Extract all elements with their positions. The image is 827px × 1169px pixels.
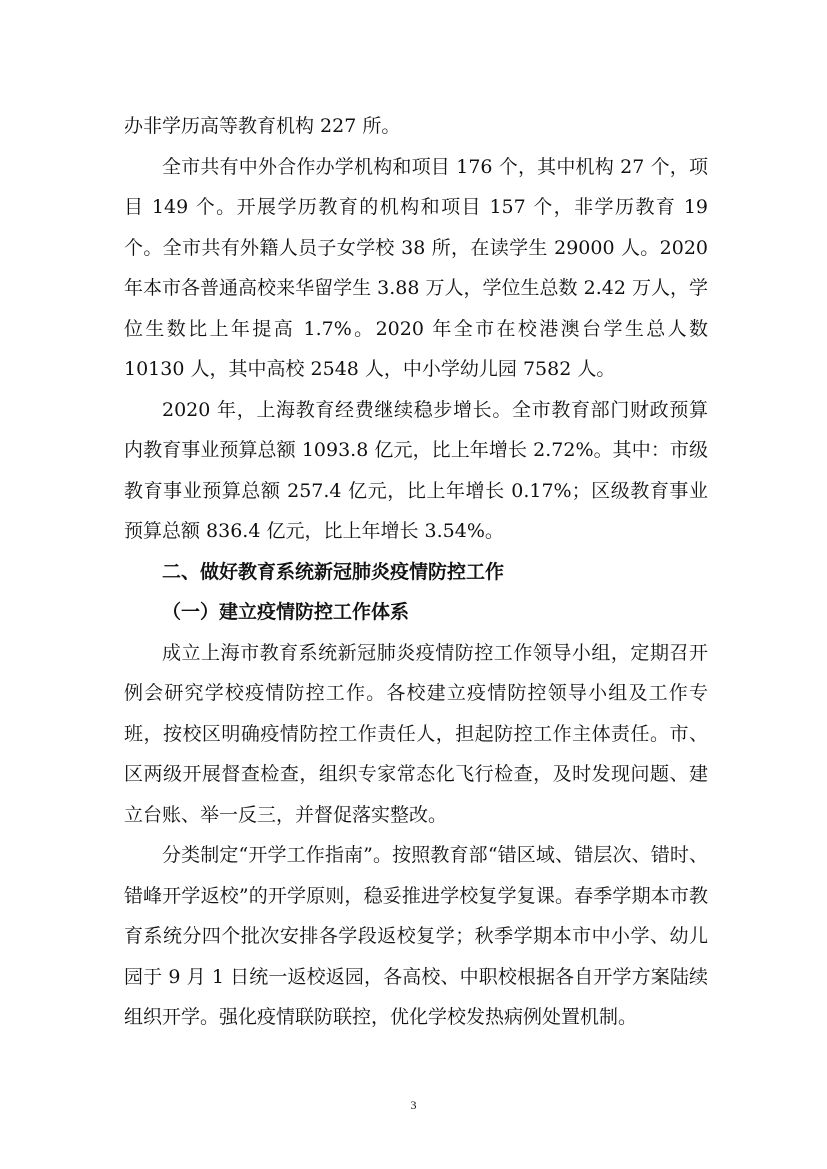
section-heading: 二、做好教育系统新冠肺炎疫情防控工作 — [162, 560, 505, 583]
paragraph-1: 办非学历高等教育机构 227 所。 — [124, 115, 401, 137]
paragraph-4: 成立上海市教育系统新冠肺炎疫情防控工作领导小组，定期召开例会研究学校疫情防控工作。各校建立疫情防控领导小组及工作专班，按校区明确疫情防控工作责任人，担起防控工作主体责任。市、区两级开展督查检查，组织专家常态化飞行检查，及时发现问题、建立台账、举一反三，并督促落实整改。 — [124, 641, 708, 826]
page-number: 3 — [410, 1098, 417, 1112]
subsection-heading: （一）建立疫情防控工作体系 — [162, 601, 410, 623]
body-text — [124, 106, 708, 1038]
paragraph-3: 2020 年，上海教育经费继续稳步增长。全市教育部门财政预算内教育事业预算总额 1093.8 亿元，比上年增长 2.72%。其中：市级教育事业预算总额 257.4 亿元，比上年增长 0.17%；区级教育事业预算总额 836.4 亿元，比上年增长 3.54%。 — [124, 398, 708, 542]
paragraph-2: 全市共有中外合作办学机构和项目 176 个，其中机构 27 个，项目 149 个。开展学历教育的机构和项目 157 个，非学历教育 19 个。全市共有外籍人员子女学校 38 所，在读学生 29000 人。2020 年本市各普通高校来华留学生 3.88 万人，学位生总数 2.42 万人，学位生数比上年提高 1.7%。2020 年全市在校港澳台学生总人数 10130 人，其中高校 2548 人，中小学幼儿园 7582 人。 — [124, 155, 708, 380]
paragraph-5: 分类制定“开学工作指南”。按照教育部“错区域、错层次、错时、错峰开学返校”的开学原则，稳妥推进学校复学复课。春季学期本市教育系统分四个批次安排各学段返校复学；秋季学期本市中小学、幼儿园于 9 月 1 日统一返校返园，各高校、中职校根据各自开学方案陆续组织开学。强化疫情联防联控，优化学校发热病例处置机制。 — [124, 844, 708, 1028]
